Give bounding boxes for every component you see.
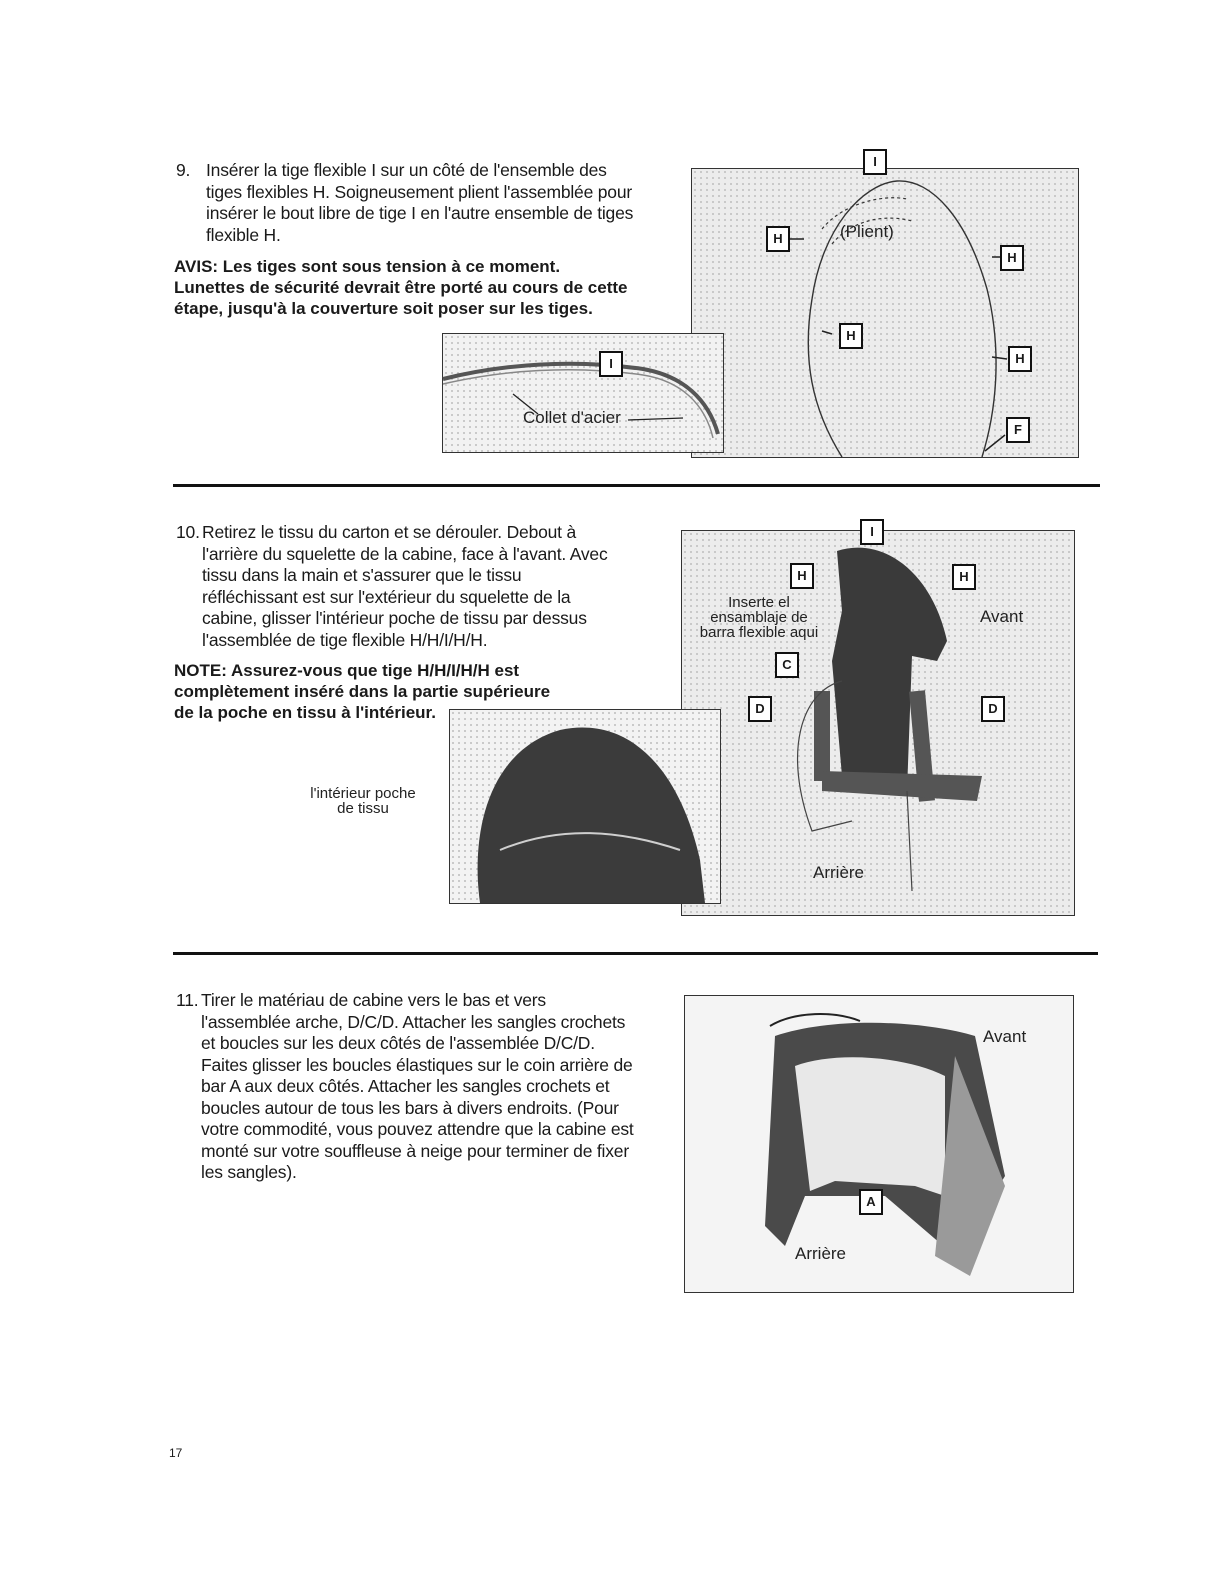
step-text: Retirez le tissu du carton et se dérouler. Debout à l'arrière du squelette de la cabine, face à l'avant. Avec tissu dans la main et s'assurer que le tissu réfléchissant est sur l'extérieur du squelette de la cabine, glisser l'intérieur poche de tissu par dessus l'assemblée de tige flexible H/H/I/H/H. xyxy=(202,522,608,650)
steel-collar-label: Collet d'acier xyxy=(523,408,621,427)
figure-drawing xyxy=(682,531,1074,915)
insert-here-label: Inserte el ensamblaje de barra flexible aqui xyxy=(699,594,819,641)
tag-I: I xyxy=(863,149,887,175)
section-divider xyxy=(173,952,1098,955)
tag-D: D xyxy=(748,696,772,722)
step-notice: NOTE: Assurez-vous que tige H/H/I/H/H est complètement inséré dans la partie supérieure de la poche en tissu à l'intérieur. xyxy=(174,661,551,722)
tag-F: F xyxy=(1006,417,1030,443)
tag-D: D xyxy=(981,696,1005,722)
inset-drawing xyxy=(450,710,720,903)
inset-steel-collar xyxy=(442,333,724,453)
figure-cab-cover xyxy=(684,995,1074,1293)
step-text: Tirer le matériau de cabine vers le bas et vers l'assemblée arche, D/C/D. Attacher les sangles crochets et boucles sur les deux côtés de l'assemblée D/C/D. Faites glisser les boucles élastiques sur le coin arrière de bar A aux deux côtés. Attacher les sangles crochets et boucles autour de tous les bars à divers endroits. (Pour votre commodité, vous pouvez attendre que la cabine est monté sur votre souffleuse à neige pour terminer de fixer les sangles). xyxy=(201,990,634,1182)
tag-H: H xyxy=(952,564,976,590)
tag-I: I xyxy=(860,519,884,545)
rear-label: Arrière xyxy=(795,1244,847,1263)
section-divider xyxy=(173,484,1100,487)
step-number: 11. xyxy=(176,990,199,1010)
step-text: Insérer la tige flexible I sur un côté de l'ensemble des tiges flexibles H. Soigneusement plient l'assemblée pour insérer le bout libre de tige I en l'autre ensemble de tiges flexible H. xyxy=(206,160,634,245)
tag-H: H xyxy=(839,323,863,349)
inset-drawing xyxy=(443,334,723,452)
tag-H: H xyxy=(1000,245,1024,271)
step-number: 9. xyxy=(176,160,191,180)
plient-label: (Plient) xyxy=(840,222,894,241)
tag-A: A xyxy=(859,1189,883,1215)
step-10 xyxy=(176,522,616,651)
figure-fabric-frame xyxy=(681,524,1075,916)
tag-H: H xyxy=(766,226,790,252)
page-number: 17 xyxy=(169,1446,183,1460)
tag-C: C xyxy=(775,652,799,678)
tag-H: H xyxy=(1008,346,1032,372)
step-9 xyxy=(176,160,646,246)
inner-pocket-label: l'intérieur poche de tissu xyxy=(310,785,416,817)
step-notice: AVIS: Les tiges sont sous tension à ce moment. Lunettes de sécurité devrait être porté au cours de cette étape, jusqu'à la couverture soit poser sur les tiges. xyxy=(174,257,628,318)
step-number: 10. xyxy=(176,522,200,542)
tag-H: H xyxy=(790,563,814,589)
front-label: Avant xyxy=(983,1027,1027,1046)
front-label: Avant xyxy=(980,607,1024,626)
rear-label: Arrière xyxy=(813,863,865,882)
inset-inner-pocket xyxy=(449,709,721,904)
figure-drawing xyxy=(692,169,1078,457)
step-11 xyxy=(176,990,636,1184)
figure-rod-assembly xyxy=(691,154,1079,458)
tag-I: I xyxy=(599,351,623,377)
